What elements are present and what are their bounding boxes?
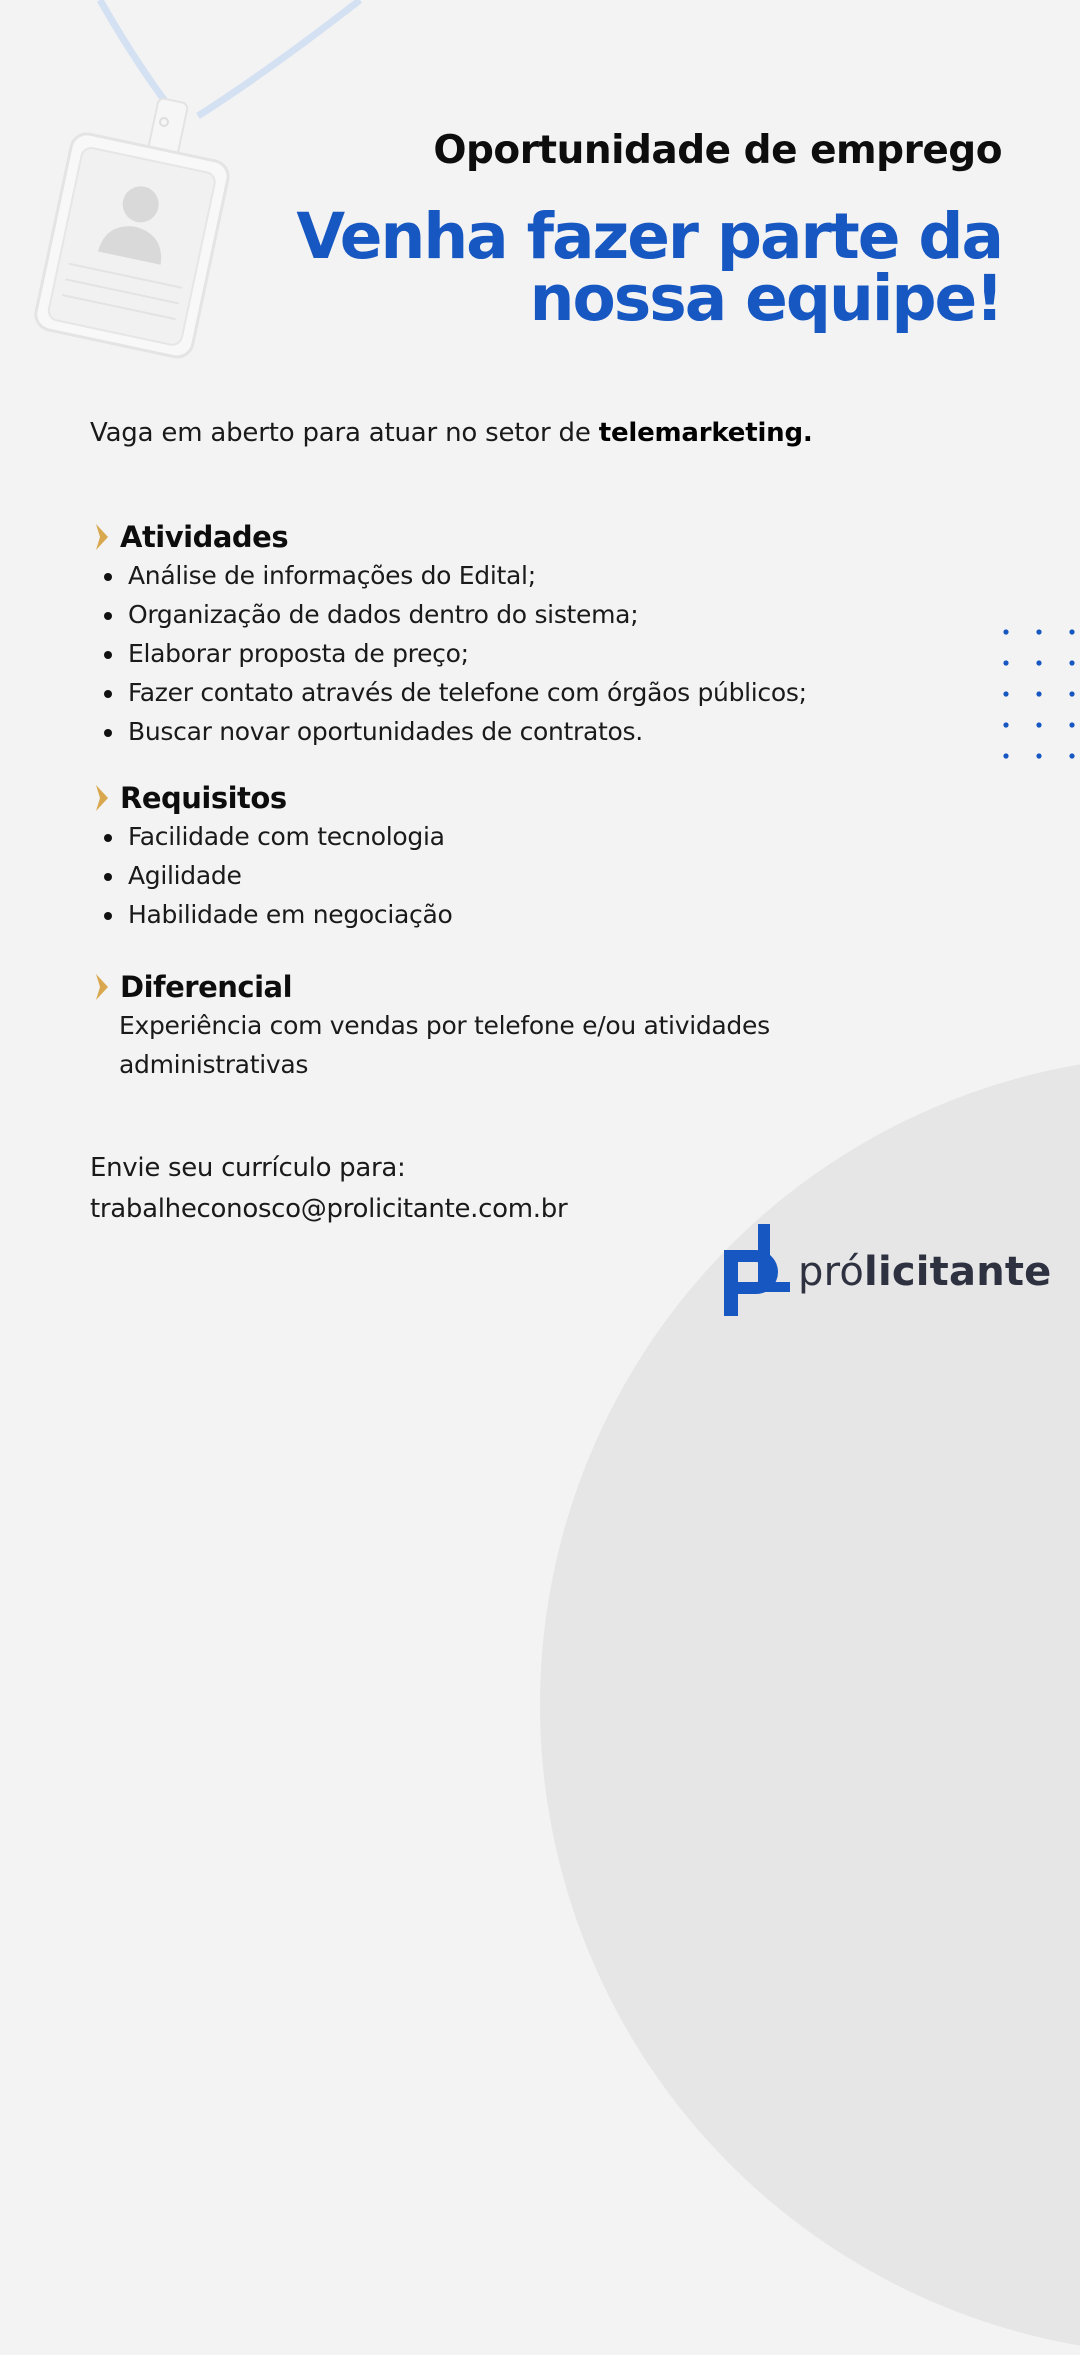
section-requisitos <box>94 779 452 934</box>
section-header <box>94 779 452 817</box>
list-item: Fazer contato através de telefone com órgãos públicos; <box>102 673 807 712</box>
list-item: Análise de informações do Edital; <box>102 556 807 595</box>
list-item: Organização de dados dentro do sistema; <box>102 595 807 634</box>
section-title: Atividades <box>120 520 289 554</box>
contact-block <box>90 1148 567 1230</box>
atividades-list <box>94 556 807 751</box>
logo-wordmark <box>798 1249 1052 1295</box>
eyebrow-title: Oportunidade de emprego <box>433 128 1002 173</box>
contact-email[interactable]: trabalheconosco@prolicitante.com.br <box>90 1194 568 1224</box>
chevron-right-icon <box>94 973 110 1001</box>
diferencial-text: Experiência com vendas por telefone e/ou atividades administrativas <box>119 1011 770 1079</box>
section-atividades <box>94 518 807 751</box>
headline <box>242 200 1002 335</box>
contact-label: Envie seu currículo para: <box>90 1153 406 1183</box>
decorative-dots <box>998 624 1080 764</box>
section-header <box>94 518 807 556</box>
list-item: Agilidade <box>102 856 452 895</box>
intro-highlight: telemarketing. <box>598 418 813 448</box>
section-diferencial <box>94 968 819 1084</box>
list-item: Facilidade com tecnologia <box>102 817 452 856</box>
list-item: Buscar novar oportunidades de contratos. <box>102 712 807 751</box>
intro-lead: Vaga em aberto para atuar no setor de <box>90 418 599 448</box>
requisitos-list <box>94 817 452 934</box>
brand-logo <box>722 1222 1052 1318</box>
section-title: Diferencial <box>120 970 293 1004</box>
list-item: Habilidade em negociação <box>102 895 452 934</box>
section-header <box>94 968 819 1006</box>
chevron-right-icon <box>94 523 110 551</box>
logo-suffix: licitante <box>864 1249 1052 1295</box>
list-item: Elaborar proposta de preço; <box>102 634 807 673</box>
intro-text <box>90 418 813 448</box>
headline-line-1: Venha fazer parte da <box>296 200 1002 273</box>
headline-line-2: nossa equipe! <box>529 262 1002 335</box>
chevron-right-icon <box>94 784 110 812</box>
section-title: Requisitos <box>120 781 287 815</box>
prolicitante-logo-icon <box>722 1222 792 1318</box>
logo-prefix: pró <box>798 1249 865 1295</box>
